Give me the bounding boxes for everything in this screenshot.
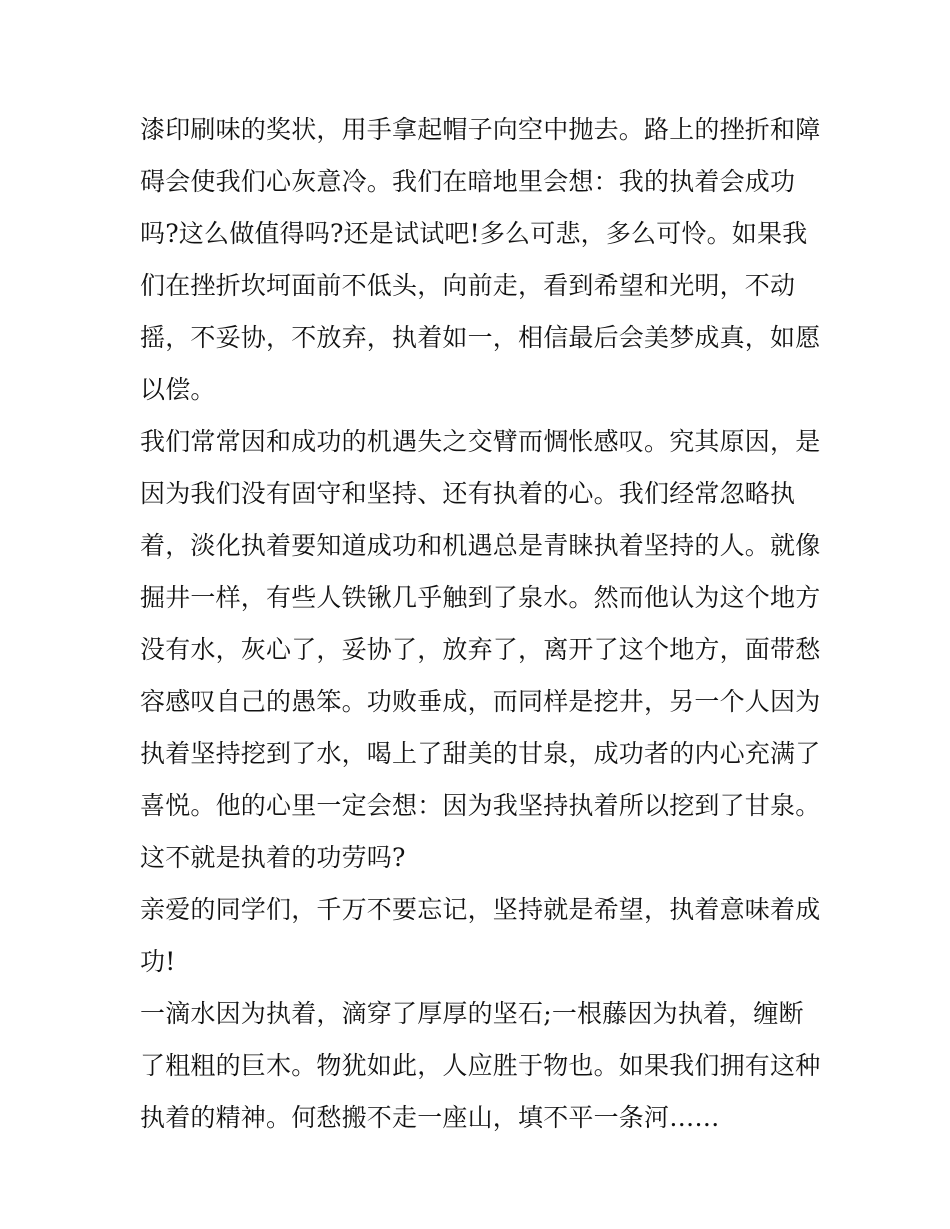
text-line: 容感叹自己的愚笨。功败垂成，而同样是挖井，另一个人因为 [140,687,821,716]
text-line: 摇，不妥协，不放弃，执着如一，相信最后会美梦成真，如愿 [140,323,821,352]
text-line: 一滴水因为执着，滴穿了厚厚的坚石;一根藤因为执着，缠断 [140,999,804,1028]
text-line: 功! [140,947,176,976]
text-line: 执着坚持挖到了水，喝上了甜美的甘泉，成功者的内心充满了 [140,739,821,768]
text-line: 了粗粗的巨木。物犹如此，人应胜于物也。如果我们拥有这种 [140,1051,821,1080]
text-line: 这不就是执着的功劳吗? [140,843,406,872]
text-line: 以偿。 [140,375,216,404]
paragraph-4 [140,988,820,1144]
paragraph-1 [140,104,820,416]
text-line: 亲爱的同学们，千万不要忘记，坚持就是希望，执着意味着成 [140,895,821,924]
text-line: 漆印刷味的奖状，用手拿起帽子向空中抛去。路上的挫折和障 [140,115,821,144]
paragraph-2 [140,416,820,884]
text-line: 我们常常因和成功的机遇失之交臂而惆怅感叹。究其原因，是 [140,427,821,456]
text-line: 着，淡化执着要知道成功和机遇总是青睐执着坚持的人。就像 [140,531,821,560]
text-line: 吗?这么做值得吗?还是试试吧!多么可悲，多么可怜。如果我 [140,219,808,248]
paragraph-3 [140,884,820,988]
text-line: 因为我们没有固守和坚持、还有执着的心。我们经常忽略执 [140,479,796,508]
text-line: 没有水，灰心了，妥协了，放弃了，离开了这个地方，面带愁 [140,635,821,664]
text-line: 掘井一样，有些人铁锹几乎触到了泉水。然而他认为这个地方 [140,583,821,612]
text-line: 喜悦。他的心里一定会想：因为我坚持执着所以挖到了甘泉。 [140,791,821,820]
text-line: 碍会使我们心灰意冷。我们在暗地里会想：我的执着会成功 [140,167,796,196]
text-line: 们在挫折坎坷面前不低头，向前走，看到希望和光明，不动 [140,271,796,300]
text-line: 执着的精神。何愁搬不走一座山，填不平一条河…… [140,1103,720,1132]
document-body [140,104,820,1144]
